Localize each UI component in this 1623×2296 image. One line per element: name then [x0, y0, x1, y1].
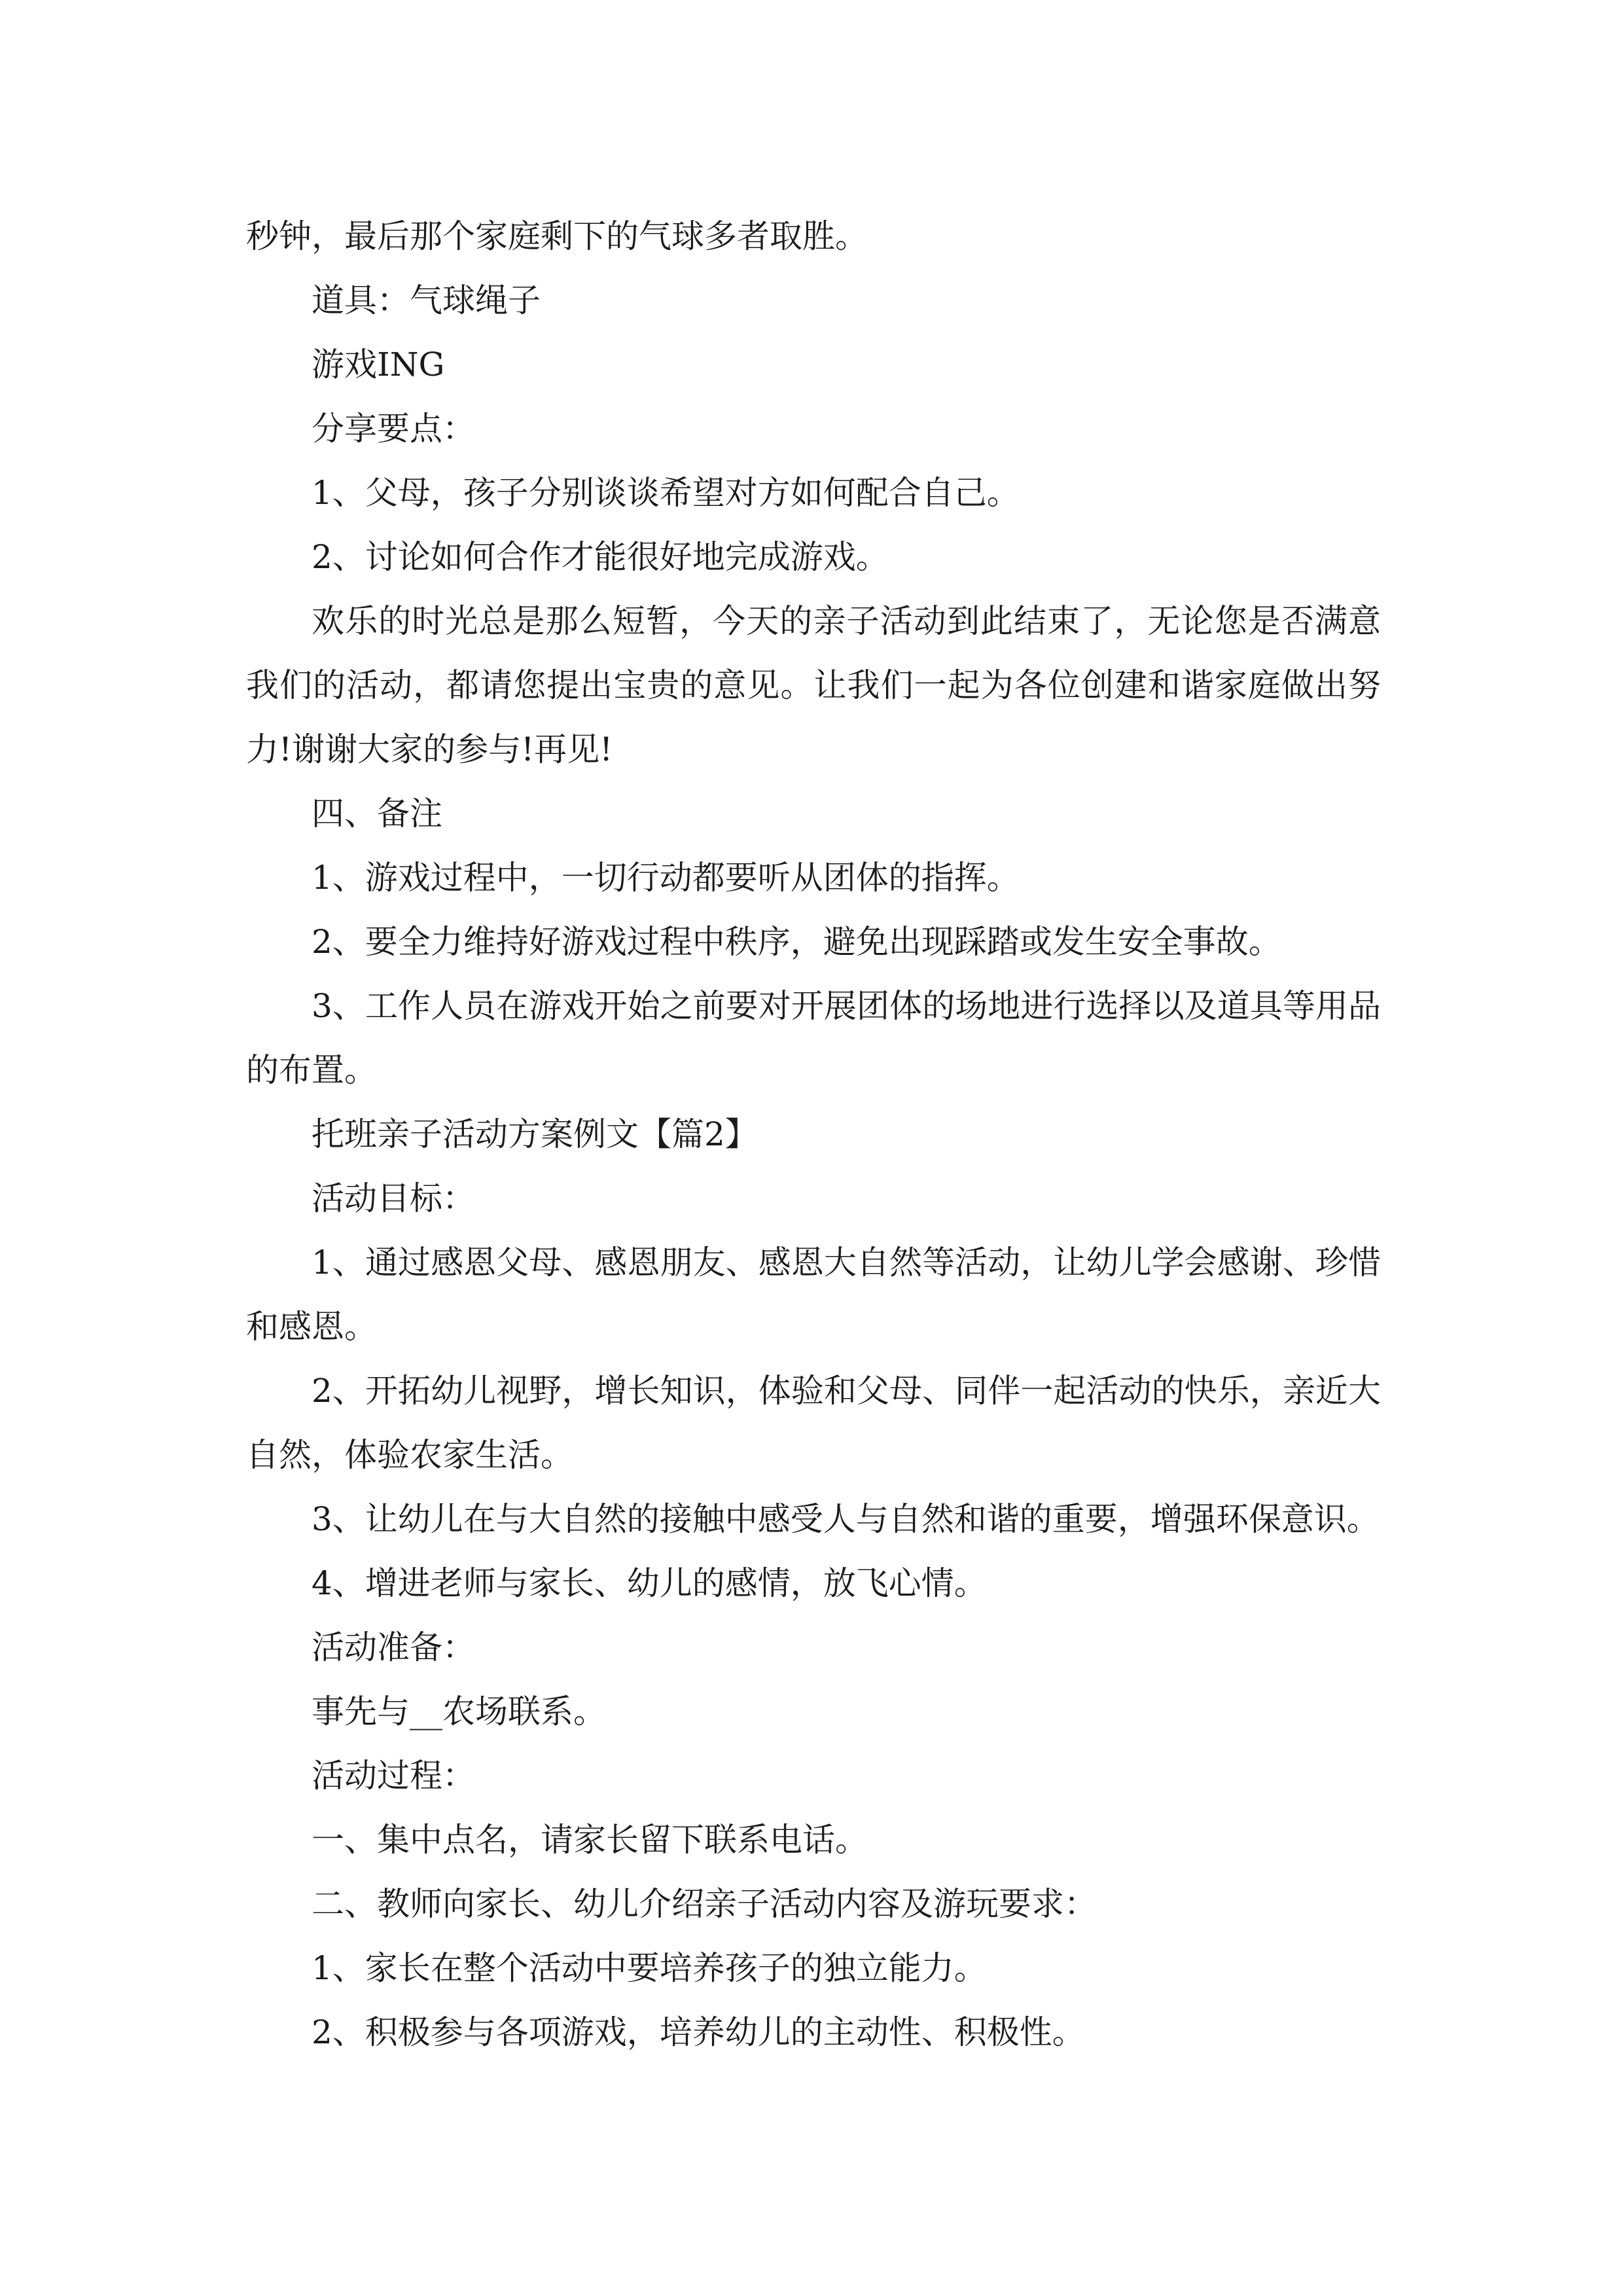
paragraph-note-3: 3、工作人员在游戏开始之前要对开展团体的场地进行选择以及道具等用品的布置。	[246, 987, 1381, 1089]
paragraph-process-step-2: 二、教师向家长、幼儿介绍亲子活动内容及游玩要求：	[312, 1885, 1097, 1923]
paragraph-sharing-item-1: 1、父母，孩子分别谈谈希望对方如何配合自己。	[312, 474, 1020, 512]
paragraph-props: 道具：气球绳子	[312, 281, 541, 319]
article-title: 托班亲子活动方案例文【篇2】	[312, 1115, 758, 1153]
paragraph-goal-3: 3、让幼儿在与大自然的接触中感受人与自然和谐的重要，增强环保意识。	[312, 1500, 1380, 1538]
paragraph-closing-remarks: 欢乐的时光总是那么短暂，今天的亲子活动到此结束了，无论您是否满意我们的活动，都请您提出宝贵的意见。让我们一起为各位创建和谐家庭做出努力!谢谢大家的参与!再见!	[246, 602, 1381, 768]
paragraph-note-2: 2、要全力维持好游戏过程中秩序，避免出现踩踏或发生安全事故。	[312, 923, 1281, 961]
paragraph-requirement-2: 2、积极参与各项游戏，培养幼儿的主动性、积极性。	[312, 2013, 1085, 2051]
document-body	[246, 204, 1381, 2064]
paragraph-preparation: 事先与__农场联系。	[312, 1693, 606, 1731]
section-heading-preparation: 活动准备：	[312, 1628, 475, 1666]
paragraph-note-1: 1、游戏过程中，一切行动都要听从团体的指挥。	[312, 859, 1020, 897]
paragraph-goal-4: 4、增进老师与家长、幼儿的感情，放飞心情。	[312, 1564, 987, 1602]
paragraph-sharing-points: 分享要点：	[312, 410, 475, 448]
paragraph-process-step-1: 一、集中点名，请家长留下联系电话。	[312, 1821, 868, 1859]
section-heading-process: 活动过程：	[312, 1757, 475, 1795]
paragraph-requirement-1: 1、家长在整个活动中要培养孩子的独立能力。	[312, 1949, 987, 1987]
paragraph-continuation: 秒钟，最后那个家庭剩下的气球多者取胜。	[246, 217, 868, 255]
paragraph-sharing-item-2: 2、讨论如何合作才能很好地完成游戏。	[312, 538, 889, 576]
section-heading-notes: 四、备注	[312, 795, 442, 833]
paragraph-goal-1: 1、通过感恩父母、感恩朋友、感恩大自然等活动，让幼儿学会感谢、珍惜和感恩。	[246, 1244, 1381, 1346]
paragraph-goal-2: 2、开拓幼儿视野，增长知识，体验和父母、同伴一起活动的快乐，亲近大自然，体验农家生活。	[246, 1372, 1381, 1474]
section-heading-goals: 活动目标：	[312, 1179, 475, 1217]
paragraph-game-ing: 游戏ING	[312, 346, 445, 384]
